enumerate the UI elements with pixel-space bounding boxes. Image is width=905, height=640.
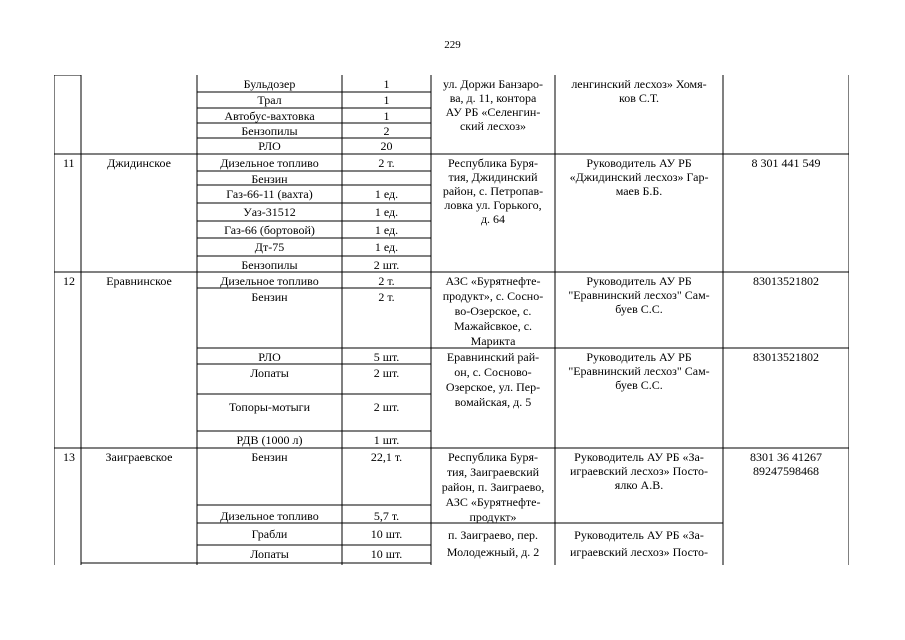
equipment-cell: Бензопилы: [241, 124, 298, 138]
equipment-cell: Автобус-вахтовка: [224, 109, 315, 123]
quantity-cell: 1: [383, 77, 390, 91]
equipment-cell: Бульдозер: [243, 77, 296, 91]
contact-cell: Руководитель АУ РБ «Джидинский лесхоз» Гар- маев Б.Б.: [569, 156, 709, 198]
equipment-table: [54, 75, 849, 565]
quantity-cell: 5,7 т.: [373, 509, 400, 523]
equipment-cell: Дизельное топливо: [220, 509, 319, 523]
quantity-cell: 10 шт.: [370, 527, 403, 541]
equipment-cell: Газ-66 (бортовой): [224, 223, 315, 237]
quantity-cell: 2: [383, 124, 390, 138]
quantity-cell: 1 ед.: [374, 240, 399, 254]
phone-cell: 8 301 441 549: [751, 156, 821, 170]
quantity-cell: 2 т.: [378, 290, 395, 304]
phone-cell: 83013521802: [753, 274, 819, 288]
quantity-cell: 2 шт.: [373, 366, 400, 380]
row-number: 12: [63, 274, 75, 288]
equipment-cell: Бензопилы: [241, 258, 298, 272]
equipment-cell: Грабли: [251, 527, 288, 541]
equipment-cell: Дизельное топливо: [220, 156, 319, 170]
equipment-cell: Уаз-31512: [243, 205, 296, 219]
contact-cell: Руководитель АУ РБ «За- играевский лесхоз» Посто-: [569, 528, 709, 559]
equipment-cell: Газ-66-11 (вахта): [226, 187, 313, 201]
contact-cell: Руководитель АУ РБ "Еравнинский лесхоз" Сам- буев С.С.: [568, 274, 710, 316]
quantity-cell: 2 т.: [378, 156, 395, 170]
quantity-cell: 1: [383, 93, 390, 107]
equipment-cell: Бензин: [251, 172, 288, 186]
equipment-cell: Бензин: [251, 290, 288, 304]
contact-cell: Руководитель АУ РБ «За- играевский лесхоз» Посто- ялко А.В.: [569, 450, 709, 492]
equipment-cell: Дт-75: [254, 240, 285, 254]
quantity-cell: 1 ед.: [374, 223, 399, 237]
quantity-cell: 1 ед.: [374, 205, 399, 219]
address-cell: АЗС «Бурятнефте- продукт», с. Сосно- во-Озерское, с. Мажайсвкое, с. Марикта: [442, 274, 544, 348]
quantity-cell: 5 шт.: [373, 350, 400, 364]
quantity-cell: 1 ед.: [374, 187, 399, 201]
quantity-cell: 20: [380, 139, 393, 153]
forestry-name: Заиграевское: [105, 450, 173, 464]
equipment-cell: Дизельное топливо: [220, 274, 319, 288]
address-cell: Республика Буря- тия, Заиграевский район, п. Заиграево, АЗС «Бурятнефте- продукт»: [441, 450, 545, 524]
equipment-cell: Лопаты: [250, 366, 289, 380]
phone-cell: 83013521802: [753, 350, 819, 364]
quantity-cell: 1: [383, 109, 390, 123]
forestry-name: Джидинское: [107, 156, 171, 170]
contact-cell: Руководитель АУ РБ "Еравнинский лесхоз" Сам- буев С.С.: [568, 350, 710, 392]
quantity-cell: 2 т.: [378, 274, 395, 288]
address-cell: ул. Доржи Банзаро- ва, д. 11, контора АУ РБ «Селенгин- ский лесхоз»: [442, 77, 544, 133]
quantity-cell: 2 шт.: [373, 400, 400, 414]
equipment-cell: Трал: [257, 93, 282, 107]
forestry-name: Еравнинское: [106, 274, 172, 288]
quantity-cell: 1 шт.: [373, 433, 400, 447]
page-number: 229: [444, 39, 461, 51]
equipment-cell: РЛО: [258, 350, 281, 364]
row-number: 13: [63, 450, 75, 464]
address-cell: Республика Буря- тия, Джидинский район, с. Петропав- ловка ул. Горького, д. 64: [442, 156, 544, 226]
address-cell: Еравнинский рай- он, с. Сосново- Озерское, ул. Пер- вомайская, д. 5: [445, 350, 541, 409]
quantity-cell: 10 шт.: [370, 547, 403, 561]
equipment-cell: Лопаты: [250, 547, 289, 561]
address-cell: п. Заиграево, пер. Молодежный, д. 2: [446, 528, 540, 559]
contact-cell: ленгинский лесхоз» Хомя- ков С.Т.: [571, 77, 707, 105]
quantity-cell: 22,1 т.: [370, 450, 403, 464]
equipment-cell: Бензин: [251, 450, 288, 464]
equipment-cell: РЛО: [258, 139, 281, 153]
phone-cell: 8301 36 41267 89247598468: [750, 450, 822, 478]
equipment-cell: Топоры-мотыги: [229, 400, 310, 414]
quantity-cell: 2 шт.: [373, 258, 400, 272]
row-number: 11: [63, 156, 75, 170]
equipment-cell: РДВ (1000 л): [236, 433, 303, 447]
